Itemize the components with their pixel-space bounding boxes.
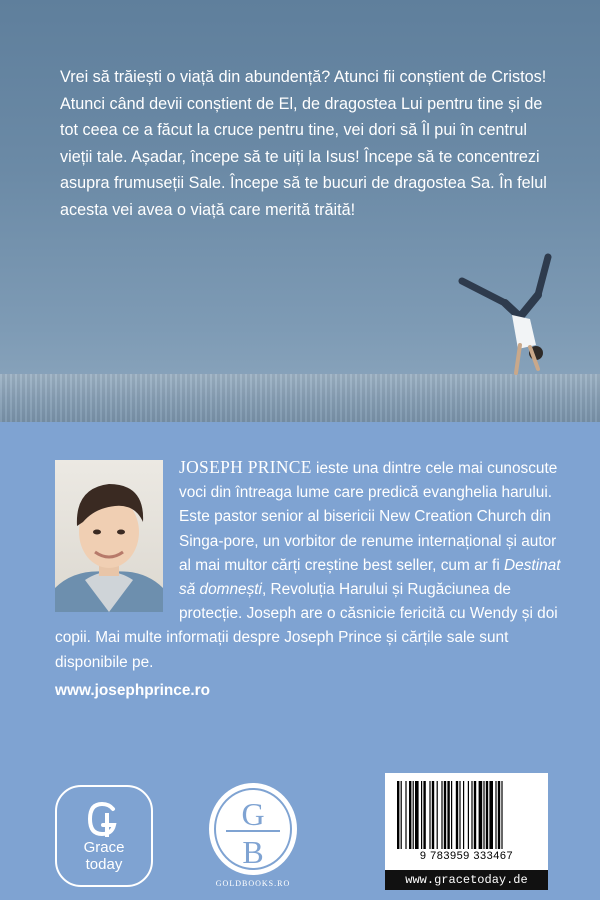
grace-logo-line2: today [85, 856, 123, 873]
barcode-bar [451, 781, 452, 849]
goldbooks-caption: GOLDBOOKS.RO [215, 879, 291, 888]
barcode-bar [444, 781, 446, 849]
gb-letter-b: B [242, 834, 264, 870]
barcode-bar [397, 781, 399, 849]
back-cover-blurb: Vrei să trăiești o viață din abundență? Atunci fii conștient de Cristos! Atunci când devii conștient de El, de dragostea Lui pentru tine și de tot ceea ce a făcut la cruce pentru tine, vei dori să Îl pui în centrul vieții tale. Așadar, începe să te uiți la Isus! Începe să te concentrezi asupra frumuseții Sale. Începe să te bucuri de dragostea Sa. În felul acesta vei avea o viață care merită trăită! [60, 68, 547, 219]
isbn-digits: 9 783959 333467 [419, 850, 514, 862]
barcode-bar [459, 781, 460, 849]
publisher-url: www.gracetoday.de [385, 870, 548, 890]
barcode-bar [501, 781, 502, 849]
author-bio [55, 455, 561, 703]
goldbooks-logo [206, 781, 300, 893]
barcode-bar [405, 781, 406, 849]
barcode-icon [397, 781, 536, 849]
barcode-bar [413, 781, 414, 849]
barcode-bar [423, 781, 425, 849]
barcode-bar [409, 781, 411, 849]
barcode-panel [385, 773, 548, 890]
book-title: Destinat să domnești [179, 556, 561, 599]
barcode-bar [498, 781, 500, 849]
barcode-bar [401, 781, 402, 849]
barcode-bar [486, 781, 488, 849]
barcode-bar [456, 781, 458, 849]
author-website-link[interactable]: www.josephprince.ro [55, 681, 211, 699]
grace-today-logo [55, 785, 153, 887]
photo-spacer [55, 455, 179, 623]
cartwheel-person-icon [450, 245, 570, 380]
barcode-bar [447, 781, 449, 849]
ground-stripe [0, 374, 600, 422]
author-name: JOSEPH PRINCE [179, 457, 312, 477]
bio-text-part2: , Revoluția Harului și Rugăciunea de protecție. Joseph are o căsnicie fericită cu Wendy și doi copii. Mai multe informații despre Joseph Prince și cărțile sale sunt disponibile pe. [55, 581, 558, 671]
gb-letter-g: G [241, 796, 265, 832]
barcode-bar [479, 781, 483, 849]
barcode-bar [463, 781, 464, 849]
bio-text-part1: ieste una dintre cele mai cunoscute voci din întreaga lume care predică evanghelia harului. Este pastor senior al bisericii New Creation Church din Singa-pore, un vorbitor de renume internațional și autor al mai multor cărți creștine best seller, cum ar fi [179, 460, 558, 574]
barcode-bar [483, 781, 484, 849]
barcode-bar [468, 781, 469, 849]
barcode-bar [489, 781, 493, 849]
barcode-bar [437, 781, 438, 849]
barcode-bar [471, 781, 472, 849]
barcode-bar [429, 781, 430, 849]
barcode-bar [421, 781, 422, 849]
grace-today-logo-icon [57, 799, 151, 839]
barcode-bar [441, 781, 442, 849]
goldbooks-logo-icon [206, 781, 300, 877]
barcode-bar [432, 781, 434, 849]
cover-photo-section [0, 0, 600, 422]
barcode-bar [415, 781, 419, 849]
grace-logo-line1: Grace [83, 839, 125, 856]
barcode-bar [495, 781, 496, 849]
barcode-bar [474, 781, 476, 849]
